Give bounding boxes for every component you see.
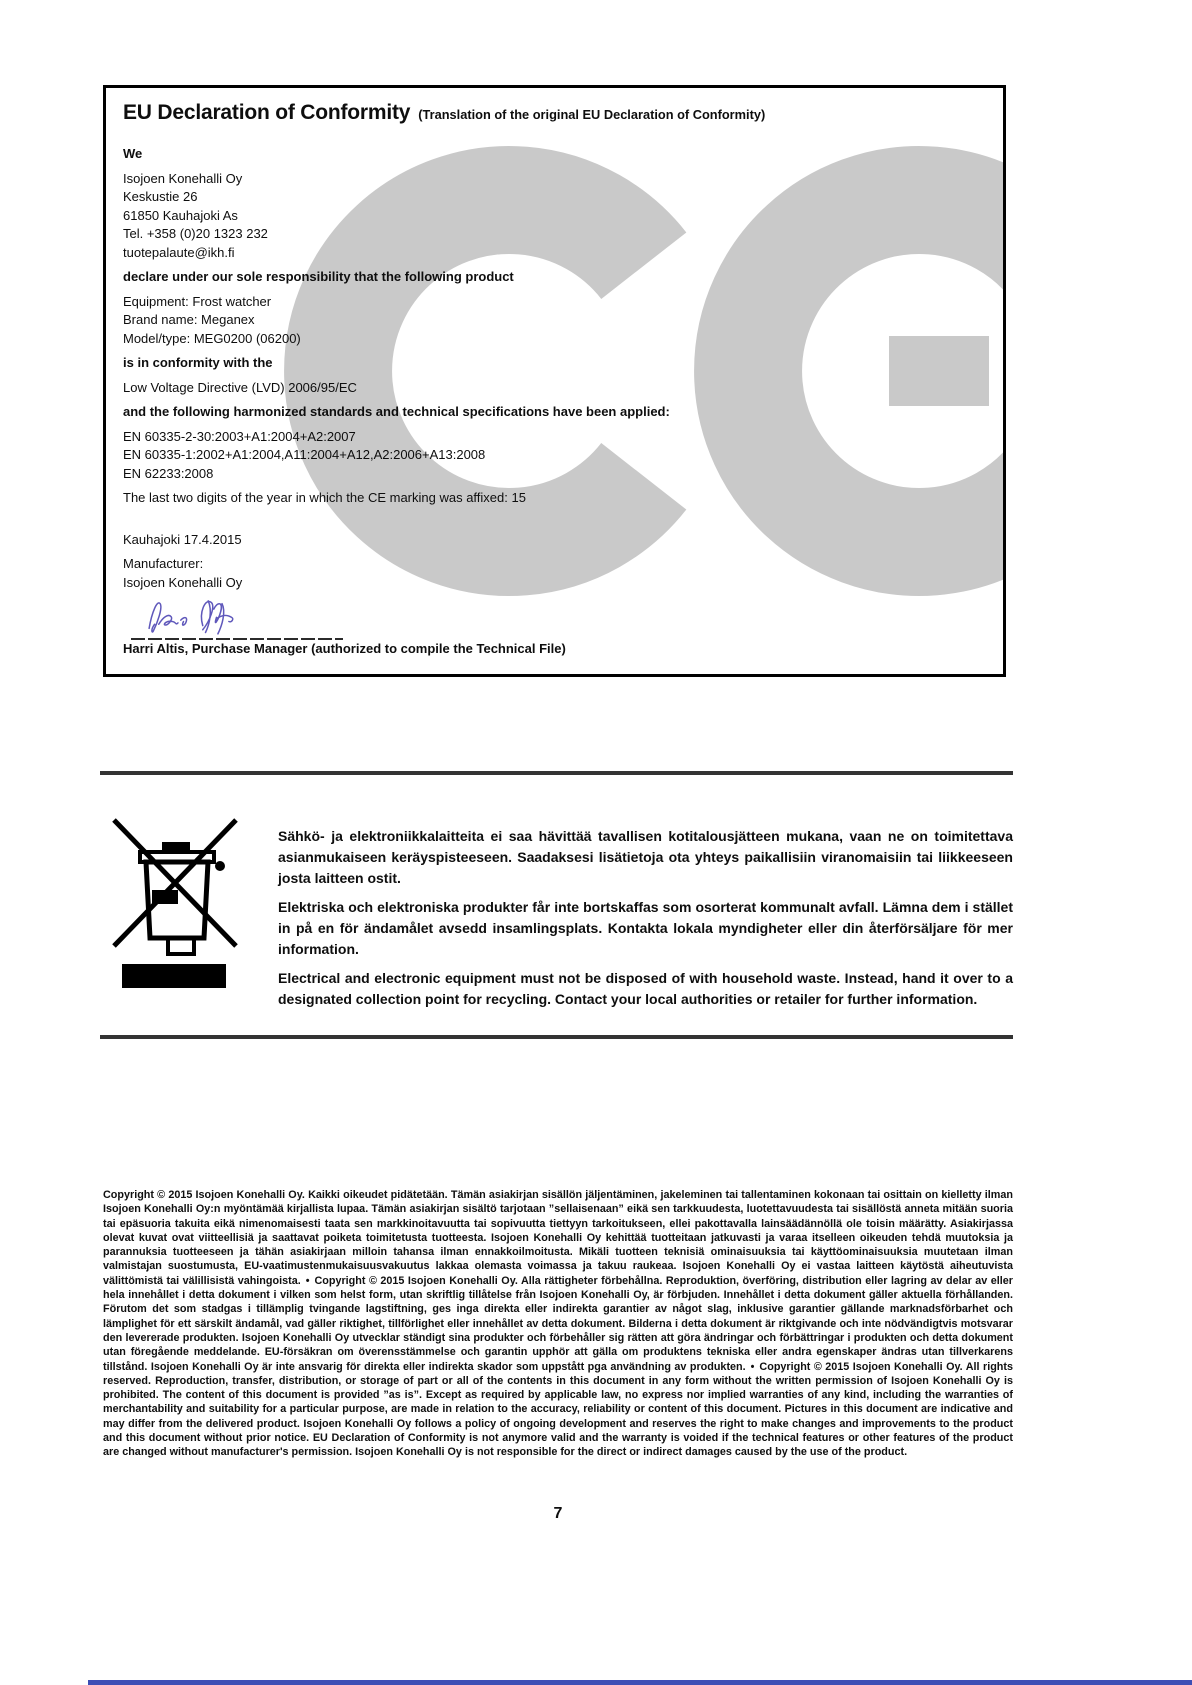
section-divider <box>100 1035 1013 1039</box>
manufacturer-label: Manufacturer: <box>123 556 204 571</box>
bullet-separator: • <box>305 1274 310 1287</box>
footer-accent-bar <box>88 1680 1192 1685</box>
standard-item: EN 60335-2-30:2003+A1:2004+A2:2007 <box>123 428 356 444</box>
legal-copyright-block <box>103 1188 1013 1460</box>
section-divider <box>100 771 1013 775</box>
ce-year-line: The last two digits of the year in which the CE marking was affixed: 15 <box>123 490 526 505</box>
company-address-block <box>123 170 986 263</box>
product-block <box>123 293 986 349</box>
company-phone: Tel. +358 (0)20 1323 232 <box>123 226 268 241</box>
standard-item: EN 62233:2008 <box>123 465 214 481</box>
conformity-statement: is in conformity with the <box>123 355 273 370</box>
weee-paragraph-sv: Elektriska och elektroniska produkter får inte bortskaffas som osorterat kommunalt avfall. Lämna dem i stället in på en för ändamålet avsedd insamlingsplats. Kontakta lokala myndigheter eller din återförsäljare för mer information. <box>278 899 1013 957</box>
copyright-fi: Copyright © 2015 Isojoen Konehalli Oy. Kaikki oikeudet pidätetään. Tämän asiakirjan sisällön jäljentäminen, jakeleminen tai tallentaminen kokonaan tai osittain on kielletty ilman Isojoen Konehalli Oy:n myöntämää kirjallista lupaa. Tämän asiakirjan sisältö tarjotaan ”sellaisenaan” eikä sen tarkkuudesta, luotettavuudesta tai sisällöstä anneta mitään suoria tai epäsuoria takuita eikä nimenomaisesti taata sen markkinoitavuutta tai sopivuutta tiettyyn tarkoitukseen, ellei pakottavalla lainsäädännöllä ole toisin määrätty. Asiakirjassa olevat kuvat ovat viitteellisiä ja saattavat poiketa toimitetusta tuotteesta. Isojoen Konehalli Oy kehittää tuotteitaan jatkuvasti ja varaa itselleen oikeuden tehdä muutoksia ja parannuksia tuotteeseen ja tähän asiakirjaan milloin tahansa ilman ennakkoilmoitusta. Mikäli tuotteen teknisiä ominaisuuksia tai käyttöominaisuuksia muutetaan ilman valmistajan suostumusta, EU-vaatimustenmukaisuusvakuutus lakkaa olemasta voimassa ja takuu raukeaa. Isojoen Konehalli Oy ei vastaa laitteen käytöstä aiheutuvista välittömistä tai välillisistä vahingoista. <box>103 1189 1013 1287</box>
we-label: We <box>123 146 143 161</box>
copyright-en: Copyright © 2015 Isojoen Konehalli Oy. All rights reserved. Reproduction, transfer, distribution, or storage of part or all of the contents in this document in any form without the written permission of Isojoen Konehalli Oy is prohibited. The content of this document is provided ”as is”. Except as required by applicable law, no express nor implied warranties of any kind, including the warranties of merchantability and suitability for a particular purpose, are made in relation to the accuracy, reliability or content of this document. Pictures in this document are indicative and may differ from the delivered product. Isojoen Konehalli Oy follows a policy of ongoing development and reserves the right to make changes and improvements to the product and this document without prior notice. EU Declaration of Conformity is not anymore valid and the warranty is voided if the technical features or other features of the product are changed without manufacturer's permission. Isojoen Konehalli Oy is not responsible for the direct or indirect damages caused by the use of the product. <box>103 1360 1013 1459</box>
copyright-sv: Copyright © 2015 Isojoen Konehalli Oy. Alla rättigheter förbehållna. Reproduktion, överföring, distribution eller lagring av delar av eller hela innehållet i detta dokument i vilken som helst form, utan skriftlig tillåtelse från Isojoen Konehalli Oy, är förbjuden. Innehållet i detta dokument gäller aktuella förhållanden. Förutom det som stadgas i tillämplig tvingande lagstiftning, ges inga direkta eller indirekta garantier av något slag, inklusive garantier gällande marknadsförbarhet och lämplighet för ett särskilt ändamål, vad gäller riktighet, tillförlighet eller innehållet av detta dokument. Bilderna i detta dokument är riktgivande och inte nödvändigtvis motsvarar den levererade produkten. Isojoen Konehalli Oy utvecklar ständigt sina produkter och förbehåller sig rätten att göra ändringar och förbättringar i produkten och detta dokument utan föregående meddelande. EU-försäkran om överensstämmelse och garantin upphör att gälla om produktens tekniska eller andra egenskaper ändras utan tillverkarens tillstånd. Isojoen Konehalli Oy är inte ansvarig för direkta eller indirekta skador som uppstått pga användning av produkten. <box>103 1274 1013 1373</box>
standards-list <box>123 428 986 484</box>
declaration-box <box>103 85 1006 677</box>
company-street: Keskustie 26 <box>123 189 198 204</box>
signature-icon <box>145 594 262 638</box>
page-subtitle: (Translation of the original EU Declaration of Conformity) <box>418 107 766 122</box>
page-title: EU Declaration of Conformity <box>123 101 411 124</box>
page-number: 7 <box>553 1505 563 1522</box>
company-name: Isojoen Konehalli Oy <box>123 170 243 186</box>
weee-crossed-bin-icon <box>112 816 240 988</box>
product-equipment: Equipment: Frost watcher <box>123 293 272 309</box>
signatory-line: Harri Altis, Purchase Manager (authorized to compile the Technical File) <box>123 641 566 656</box>
standard-item: EN 60335-1:2002+A1:2004,A11:2004+A12,A2:2006+A13:2008 <box>123 447 486 462</box>
product-model: Model/type: MEG0200 (06200) <box>123 330 301 346</box>
manufacturer-block <box>123 555 986 592</box>
place-date: Kauhajoki 17.4.2015 <box>123 531 242 547</box>
declare-statement: declare under our sole responsibility that the following product <box>123 269 514 284</box>
product-brand: Brand name: Meganex <box>123 312 255 327</box>
standards-intro: and the following harmonized standards and technical specifications have been applied: <box>123 404 670 419</box>
bullet-separator: • <box>750 1360 755 1373</box>
signature-block <box>131 594 351 640</box>
manufacturer-name: Isojoen Konehalli Oy <box>123 574 243 590</box>
weee-text-block <box>278 826 1013 1018</box>
declaration-header <box>123 101 986 125</box>
company-city: 61850 Kauhajoki As <box>123 207 238 223</box>
weee-paragraph-en: Electrical and electronic equipment must not be disposed of with household waste. Instead, hand it over to a designated collection point for recycling. Contact your local authorities or retailer for further information. <box>278 970 1013 1007</box>
directive-line: Low Voltage Directive (LVD) 2006/95/EC <box>123 379 357 395</box>
footer <box>103 1505 1013 1523</box>
company-email: tuotepalaute@ikh.fi <box>123 244 235 260</box>
weee-paragraph-fi: Sähkö- ja elektroniikkalaitteita ei saa hävittää tavallisen kotitalousjätteen mukana, vaan ne on toimitettava asianmukaiseen keräyspisteeseen. Saadaksesi lisätietoja ota yhteys paikallisiin viranomaisiin tai liikkeeseen josta laitteen ostit. <box>278 828 1013 886</box>
